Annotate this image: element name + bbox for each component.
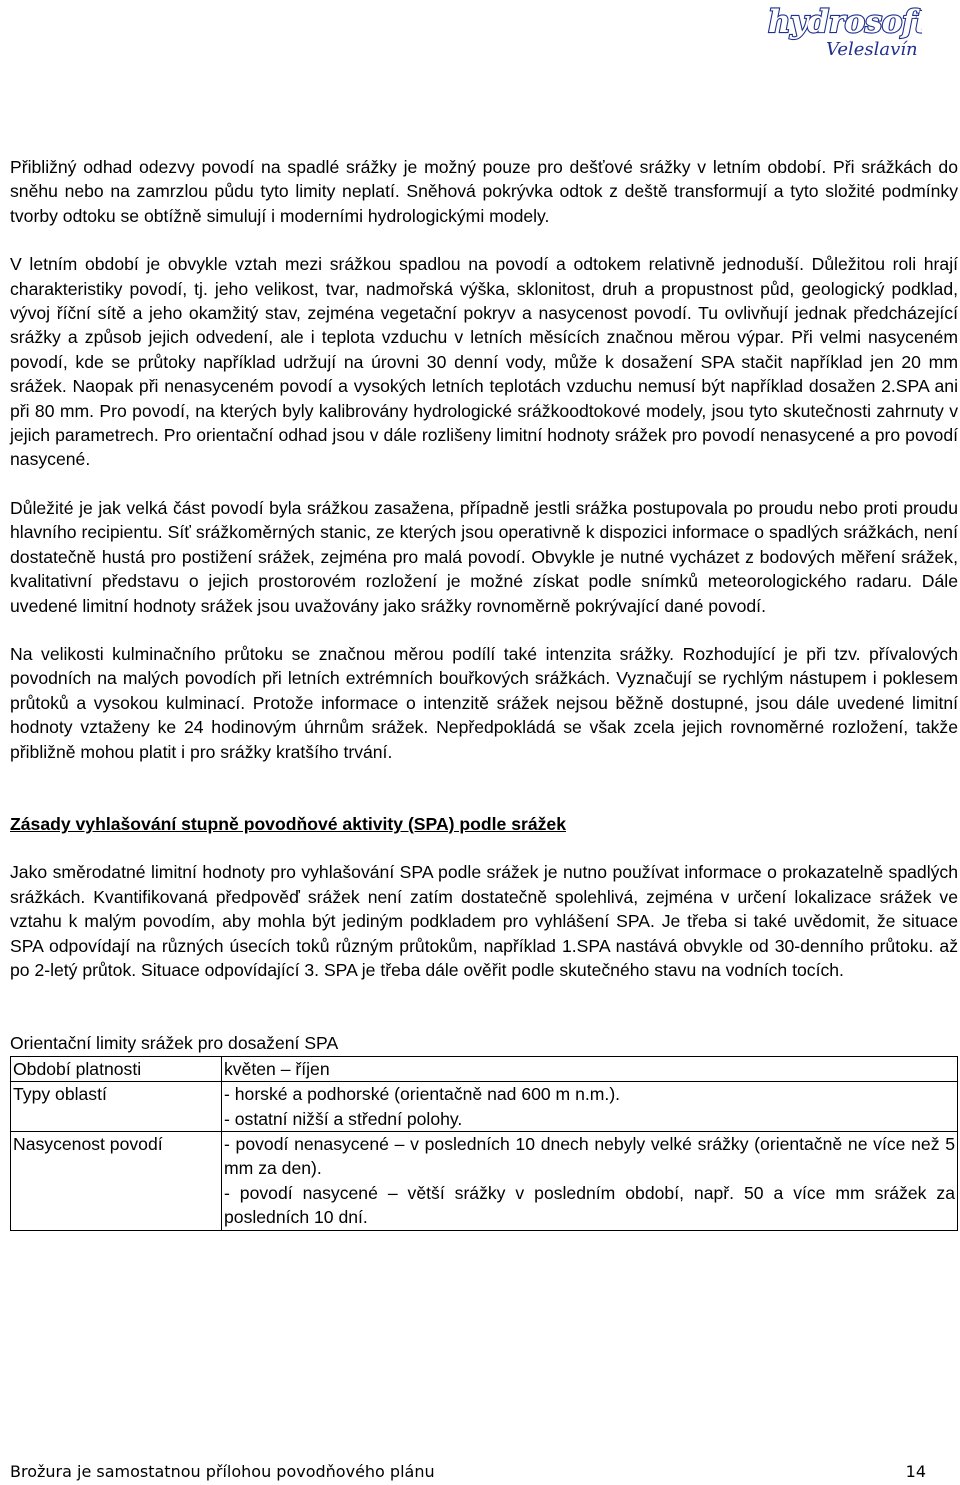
table-cell-line: - povodí nenasycené – v posledních 10 dnech nebyly velké srážky (orientačně ne více než 5 mm za den). bbox=[224, 1134, 955, 1179]
table-cell-line: - horské a podhorské (orientačně nad 600 m n.m.). bbox=[224, 1084, 621, 1105]
paragraph: Jako směrodatné limitní hodnoty pro vyhlašování SPA podle srážek je nutno používat informace o prokazatelně spadlých srážkách. Kvantifikovaná předpověď srážek není zatím dostatečně spolehlivá, zejména v určení lokalizace srážek ve vztahu k malým povodím, aby mohla být jediným podkladem pro vyhlášení SPA. Je třeba si také uvědomit, že situace SPA odpovídají na různých úsecích toků různým průtokům, například 1.SPA nastává obvykle od 30-denního průtoku. až po 2-letý průtok. Situace odpovídající 3. SPA je třeba dále ověřit podle skutečného stavu na vodních tocích. bbox=[10, 862, 958, 980]
paragraph: Na velikosti kulminačního průtoku se značnou měrou podílí také intenzita srážky. Rozhodující je při tzv. přívalových povodních na malých povodích při letních extrémních bouřkových srážkách. Vyznačují se rychlým nástupem i poklesem průtoků a vysokou kulminací. Protože informace o intenzitě srážek nejsou běžně dostupné, jsou dále uvedené limitní hodnoty vztaženy ke 24 hodinovým úhrnům srážek. Nepředpokládá se však zcela jejich rovnoměrné rozložení, takže přibližně mohou platit i pro srážky kratšího trvání. bbox=[10, 643, 958, 762]
table-cell-label: Nasycenost povodí bbox=[11, 1132, 222, 1231]
hydrosoft-logo bbox=[762, 2, 922, 64]
table-caption: Orientační limity srážek pro dosažení SPA bbox=[10, 1033, 339, 1054]
table-cell-label: Typy oblastí bbox=[11, 1082, 222, 1132]
page-number: 14 bbox=[905, 1462, 926, 1481]
page-footer bbox=[10, 1461, 926, 1483]
paragraph: Přibližný odhad odezvy povodí na spadlé srážky je možný pouze pro dešťové srážky v letním období. Při srážkách do sněhu nebo na zamrzlou půdu tyto limity neplatí. Sněhová pokrývka odtok z deště transformují a tyto složité podmínky tvorby odtoku se obtížně simulují i moderními hydrologickými modely. bbox=[10, 157, 958, 226]
logo-brand: hydrosoft bbox=[768, 4, 922, 40]
document-body bbox=[10, 155, 958, 1231]
table-cell-line: - ostatní nižší a střední polohy. bbox=[224, 1108, 463, 1129]
table-cell-label: Období platnosti bbox=[11, 1056, 222, 1081]
table-cell-value bbox=[222, 1082, 958, 1132]
spa-limits-table bbox=[10, 1056, 958, 1231]
paragraph: Důležité je jak velká část povodí byla srážkou zasažena, případně jestli srážka postupovala po proudu nebo proti proudu hlavního recipientu. Síť srážkoměrných stanic, ze kterých jsou operativně k dispozici informace o spadlých srážkách, není dostatečně hustá pro postižení srážek, zejména pro malá povodí. Obvykle je nutné vycházet z bodových měření srážek, kvalitativní představu o jejich prostorovém rozložení je možné získat podle snímků meteorologického radaru. Dále uvedené limitní hodnoty srážek jsou uvažovány jako srážky rovnoměrně pokrývající dané povodí. bbox=[10, 497, 958, 616]
logo-sub: Veleslavín bbox=[826, 39, 918, 60]
table-row bbox=[11, 1082, 958, 1132]
table-cell-value bbox=[222, 1132, 958, 1231]
footer-text: Brožura je samostatnou přílohou povodňového plánu bbox=[10, 1462, 435, 1481]
paragraph: V letním období je obvykle vztah mezi srážkou spadlou na povodí a odtokem relativně jednoduší. Důležitou roli hrají charakteristiky povodí, tj. jeho velikost, tvar, nadmořská výška, sklonitost, druh a propustnost půd, geologický podklad, vývoj říční sítě a jeho okamžitý stav, zejména vegetační pokryv a nasycenost povodí. Tu ovlivňují jednak předcházející srážky a způsob jejich odvedení, ale i teplota vzduchu v letních měsících značnou měrou výpar. Při velmi nasyceném povodí, kde se průtoky například udržují na úrovni 30 denní vody, může k dosažení SPA stačit například jen 20 mm srážek. Naopak při nenasyceném povodí a vysokých letních teplotách vzduchu nemusí být například dosažen 2.SPA ani při 80 mm. Pro povodí, na kterých byly kalibrovány hydrologické srážkoodtokové modely, jsou tyto skutečnosti zahrnuty v jejich parametrech. Pro orientační odhad jsou v dále rozlišeny limitní hodnoty srážek pro povodí nenasycené a pro povodí nasycené. bbox=[10, 254, 958, 470]
table-cell-line: květen – říjen bbox=[224, 1058, 330, 1079]
section-heading: Zásady vyhlašování stupně povodňové aktivity (SPA) podle srážek bbox=[10, 813, 566, 834]
table-row bbox=[11, 1056, 958, 1081]
table-cell-line: - povodí nasycené – větší srážky v posledním období, např. 50 a více mm srážek za posledních 10 dní. bbox=[224, 1182, 955, 1228]
table-cell-value bbox=[222, 1056, 958, 1081]
table-row bbox=[11, 1132, 958, 1231]
